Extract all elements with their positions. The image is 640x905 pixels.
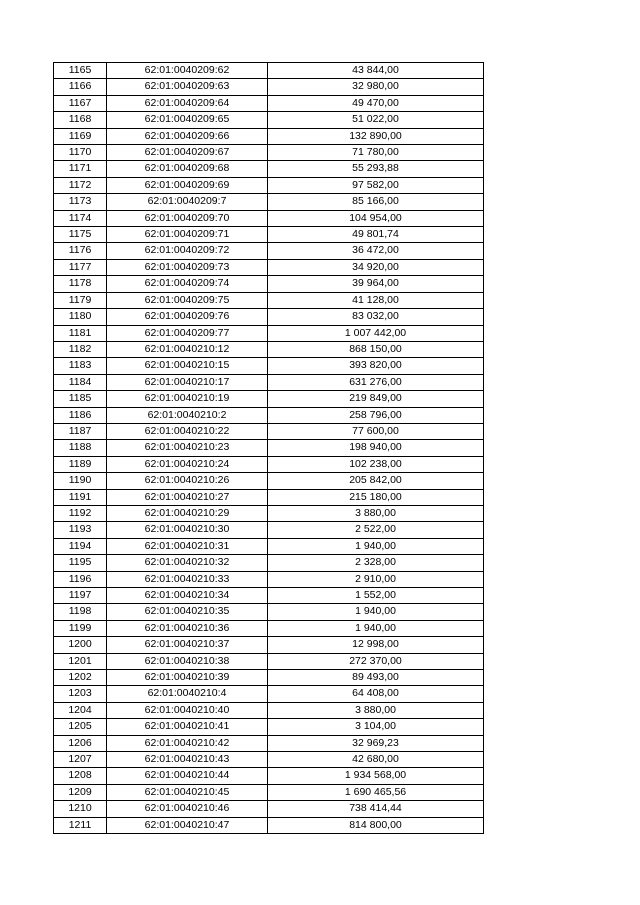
table-row xyxy=(54,112,484,128)
value-cell: 36 472,00 xyxy=(268,243,484,259)
table-row xyxy=(54,440,484,456)
cadastral-number-cell: 62:01:0040209:74 xyxy=(107,276,268,292)
row-number-cell: 1169 xyxy=(54,128,107,144)
value-cell: 39 964,00 xyxy=(268,276,484,292)
row-number-cell: 1185 xyxy=(54,391,107,407)
row-number-cell: 1172 xyxy=(54,177,107,193)
table-row xyxy=(54,686,484,702)
value-cell: 34 920,00 xyxy=(268,259,484,275)
table-row xyxy=(54,259,484,275)
value-cell: 393 820,00 xyxy=(268,358,484,374)
cadastral-value-table xyxy=(53,62,484,834)
row-number-cell: 1168 xyxy=(54,112,107,128)
row-number-cell: 1183 xyxy=(54,358,107,374)
cadastral-number-cell: 62:01:0040210:43 xyxy=(107,752,268,768)
table-row xyxy=(54,341,484,357)
row-number-cell: 1193 xyxy=(54,522,107,538)
cadastral-number-cell: 62:01:0040210:42 xyxy=(107,735,268,751)
row-number-cell: 1204 xyxy=(54,702,107,718)
value-cell: 738 414,44 xyxy=(268,801,484,817)
row-number-cell: 1202 xyxy=(54,670,107,686)
table-row xyxy=(54,276,484,292)
row-number-cell: 1176 xyxy=(54,243,107,259)
row-number-cell: 1187 xyxy=(54,423,107,439)
cadastral-number-cell: 62:01:0040209:71 xyxy=(107,227,268,243)
cadastral-number-cell: 62:01:0040210:19 xyxy=(107,391,268,407)
value-cell: 42 680,00 xyxy=(268,752,484,768)
value-cell: 77 600,00 xyxy=(268,423,484,439)
cadastral-number-cell: 62:01:0040210:26 xyxy=(107,473,268,489)
row-number-cell: 1166 xyxy=(54,79,107,95)
row-number-cell: 1201 xyxy=(54,653,107,669)
cadastral-number-cell: 62:01:0040209:73 xyxy=(107,259,268,275)
cadastral-number-cell: 62:01:0040210:44 xyxy=(107,768,268,784)
table-row xyxy=(54,423,484,439)
cadastral-number-cell: 62:01:0040210:41 xyxy=(107,719,268,735)
row-number-cell: 1182 xyxy=(54,341,107,357)
table-row xyxy=(54,128,484,144)
value-cell: 205 842,00 xyxy=(268,473,484,489)
value-cell: 64 408,00 xyxy=(268,686,484,702)
table-row xyxy=(54,358,484,374)
cadastral-number-cell: 62:01:0040210:39 xyxy=(107,670,268,686)
value-cell: 272 370,00 xyxy=(268,653,484,669)
cadastral-number-cell: 62:01:0040210:35 xyxy=(107,604,268,620)
cadastral-number-cell: 62:01:0040209:75 xyxy=(107,292,268,308)
value-cell: 1 940,00 xyxy=(268,620,484,636)
value-cell: 1 690 465,56 xyxy=(268,784,484,800)
row-number-cell: 1165 xyxy=(54,63,107,79)
row-number-cell: 1211 xyxy=(54,817,107,833)
value-cell: 198 940,00 xyxy=(268,440,484,456)
table-row xyxy=(54,194,484,210)
row-number-cell: 1203 xyxy=(54,686,107,702)
cadastral-number-cell: 62:01:0040209:69 xyxy=(107,177,268,193)
row-number-cell: 1190 xyxy=(54,473,107,489)
cadastral-number-cell: 62:01:0040209:64 xyxy=(107,95,268,111)
cadastral-number-cell: 62:01:0040210:12 xyxy=(107,341,268,357)
table-row xyxy=(54,292,484,308)
value-cell: 868 150,00 xyxy=(268,341,484,357)
value-cell: 1 940,00 xyxy=(268,538,484,554)
cadastral-number-cell: 62:01:0040210:2 xyxy=(107,407,268,423)
table-row xyxy=(54,489,484,505)
row-number-cell: 1195 xyxy=(54,555,107,571)
cadastral-number-cell: 62:01:0040209:72 xyxy=(107,243,268,259)
value-cell: 814 800,00 xyxy=(268,817,484,833)
cadastral-number-cell: 62:01:0040209:77 xyxy=(107,325,268,341)
table-row xyxy=(54,670,484,686)
value-cell: 2 522,00 xyxy=(268,522,484,538)
value-cell: 3 104,00 xyxy=(268,719,484,735)
table-row xyxy=(54,391,484,407)
row-number-cell: 1189 xyxy=(54,456,107,472)
table-row xyxy=(54,177,484,193)
table-row xyxy=(54,243,484,259)
cadastral-number-cell: 62:01:0040210:4 xyxy=(107,686,268,702)
row-number-cell: 1199 xyxy=(54,620,107,636)
table-row xyxy=(54,571,484,587)
table-row xyxy=(54,456,484,472)
table-row xyxy=(54,325,484,341)
value-cell: 49 470,00 xyxy=(268,95,484,111)
row-number-cell: 1197 xyxy=(54,588,107,604)
row-number-cell: 1171 xyxy=(54,161,107,177)
cadastral-number-cell: 62:01:0040209:70 xyxy=(107,210,268,226)
row-number-cell: 1184 xyxy=(54,374,107,390)
cadastral-number-cell: 62:01:0040210:30 xyxy=(107,522,268,538)
table-row xyxy=(54,210,484,226)
value-cell: 219 849,00 xyxy=(268,391,484,407)
value-cell: 43 844,00 xyxy=(268,63,484,79)
cadastral-number-cell: 62:01:0040210:33 xyxy=(107,571,268,587)
cadastral-number-cell: 62:01:0040209:7 xyxy=(107,194,268,210)
value-cell: 51 022,00 xyxy=(268,112,484,128)
cadastral-number-cell: 62:01:0040210:24 xyxy=(107,456,268,472)
table-row xyxy=(54,637,484,653)
row-number-cell: 1179 xyxy=(54,292,107,308)
row-number-cell: 1175 xyxy=(54,227,107,243)
cadastral-number-cell: 62:01:0040209:65 xyxy=(107,112,268,128)
table-row xyxy=(54,604,484,620)
row-number-cell: 1198 xyxy=(54,604,107,620)
cadastral-number-cell: 62:01:0040210:32 xyxy=(107,555,268,571)
table-body xyxy=(54,63,484,834)
row-number-cell: 1170 xyxy=(54,145,107,161)
table-row xyxy=(54,817,484,833)
value-cell: 89 493,00 xyxy=(268,670,484,686)
value-cell: 3 880,00 xyxy=(268,505,484,521)
row-number-cell: 1173 xyxy=(54,194,107,210)
cadastral-number-cell: 62:01:0040209:68 xyxy=(107,161,268,177)
value-cell: 258 796,00 xyxy=(268,407,484,423)
table-row xyxy=(54,374,484,390)
row-number-cell: 1207 xyxy=(54,752,107,768)
cadastral-number-cell: 62:01:0040210:22 xyxy=(107,423,268,439)
table-row xyxy=(54,538,484,554)
value-cell: 32 980,00 xyxy=(268,79,484,95)
table-row xyxy=(54,768,484,784)
value-cell: 1 552,00 xyxy=(268,588,484,604)
cadastral-number-cell: 62:01:0040210:37 xyxy=(107,637,268,653)
value-cell: 12 998,00 xyxy=(268,637,484,653)
table-row xyxy=(54,309,484,325)
cadastral-number-cell: 62:01:0040210:38 xyxy=(107,653,268,669)
table-row xyxy=(54,719,484,735)
table-row xyxy=(54,522,484,538)
value-cell: 102 238,00 xyxy=(268,456,484,472)
row-number-cell: 1209 xyxy=(54,784,107,800)
cadastral-number-cell: 62:01:0040210:17 xyxy=(107,374,268,390)
cadastral-number-cell: 62:01:0040209:66 xyxy=(107,128,268,144)
table-row xyxy=(54,752,484,768)
value-cell: 3 880,00 xyxy=(268,702,484,718)
value-cell: 55 293,88 xyxy=(268,161,484,177)
cadastral-number-cell: 62:01:0040210:29 xyxy=(107,505,268,521)
value-cell: 1 940,00 xyxy=(268,604,484,620)
table-row xyxy=(54,63,484,79)
value-cell: 1 007 442,00 xyxy=(268,325,484,341)
table-row xyxy=(54,801,484,817)
table-row xyxy=(54,620,484,636)
row-number-cell: 1188 xyxy=(54,440,107,456)
cadastral-number-cell: 62:01:0040209:62 xyxy=(107,63,268,79)
cadastral-number-cell: 62:01:0040210:36 xyxy=(107,620,268,636)
value-cell: 85 166,00 xyxy=(268,194,484,210)
value-cell: 32 969,23 xyxy=(268,735,484,751)
row-number-cell: 1205 xyxy=(54,719,107,735)
value-cell: 71 780,00 xyxy=(268,145,484,161)
table-row xyxy=(54,653,484,669)
cadastral-number-cell: 62:01:0040210:27 xyxy=(107,489,268,505)
row-number-cell: 1180 xyxy=(54,309,107,325)
cadastral-number-cell: 62:01:0040210:46 xyxy=(107,801,268,817)
row-number-cell: 1174 xyxy=(54,210,107,226)
value-cell: 1 934 568,00 xyxy=(268,768,484,784)
table-row xyxy=(54,505,484,521)
value-cell: 215 180,00 xyxy=(268,489,484,505)
value-cell: 83 032,00 xyxy=(268,309,484,325)
value-cell: 631 276,00 xyxy=(268,374,484,390)
value-cell: 104 954,00 xyxy=(268,210,484,226)
row-number-cell: 1167 xyxy=(54,95,107,111)
table-row xyxy=(54,95,484,111)
table-row xyxy=(54,473,484,489)
cadastral-number-cell: 62:01:0040209:76 xyxy=(107,309,268,325)
row-number-cell: 1181 xyxy=(54,325,107,341)
row-number-cell: 1186 xyxy=(54,407,107,423)
table-row xyxy=(54,227,484,243)
value-cell: 132 890,00 xyxy=(268,128,484,144)
cadastral-number-cell: 62:01:0040209:63 xyxy=(107,79,268,95)
row-number-cell: 1178 xyxy=(54,276,107,292)
table-row xyxy=(54,735,484,751)
cadastral-number-cell: 62:01:0040210:47 xyxy=(107,817,268,833)
table-row xyxy=(54,79,484,95)
row-number-cell: 1192 xyxy=(54,505,107,521)
value-cell: 2 910,00 xyxy=(268,571,484,587)
table-row xyxy=(54,784,484,800)
row-number-cell: 1191 xyxy=(54,489,107,505)
row-number-cell: 1208 xyxy=(54,768,107,784)
cadastral-number-cell: 62:01:0040209:67 xyxy=(107,145,268,161)
table-row xyxy=(54,407,484,423)
row-number-cell: 1196 xyxy=(54,571,107,587)
row-number-cell: 1206 xyxy=(54,735,107,751)
table-row xyxy=(54,702,484,718)
cadastral-number-cell: 62:01:0040210:31 xyxy=(107,538,268,554)
row-number-cell: 1200 xyxy=(54,637,107,653)
value-cell: 49 801,74 xyxy=(268,227,484,243)
table-row xyxy=(54,161,484,177)
value-cell: 97 582,00 xyxy=(268,177,484,193)
row-number-cell: 1194 xyxy=(54,538,107,554)
value-cell: 41 128,00 xyxy=(268,292,484,308)
cadastral-number-cell: 62:01:0040210:15 xyxy=(107,358,268,374)
table-row xyxy=(54,145,484,161)
value-cell: 2 328,00 xyxy=(268,555,484,571)
cadastral-number-cell: 62:01:0040210:23 xyxy=(107,440,268,456)
table-row xyxy=(54,555,484,571)
row-number-cell: 1177 xyxy=(54,259,107,275)
row-number-cell: 1210 xyxy=(54,801,107,817)
cadastral-number-cell: 62:01:0040210:40 xyxy=(107,702,268,718)
table-row xyxy=(54,588,484,604)
cadastral-number-cell: 62:01:0040210:34 xyxy=(107,588,268,604)
cadastral-number-cell: 62:01:0040210:45 xyxy=(107,784,268,800)
